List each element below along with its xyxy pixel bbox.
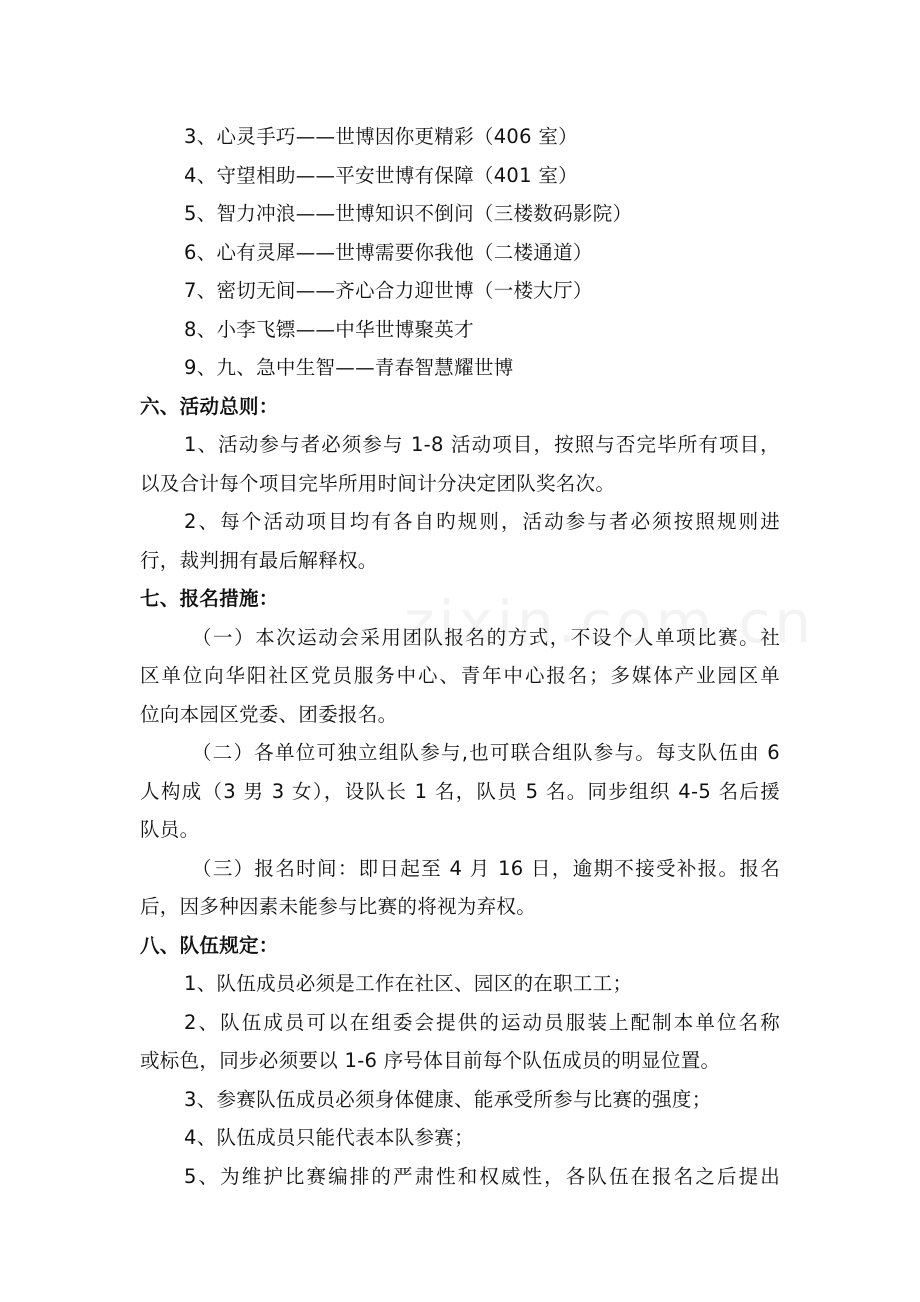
paragraph-line: 行，裁判拥有最后解释权。 <box>140 548 378 572</box>
paragraph-line: 4、队伍成员只能代表本队参赛； <box>184 1126 474 1149</box>
paragraph-line: 人构成（3 男 3 女），设队长 1 名，队员 5 名。同步组织 4-5 名后援 <box>140 779 780 803</box>
paragraph-line: （二）各单位可独立组队参与,也可联合组队参与。每支队伍由 6 <box>192 741 780 764</box>
list-item: 4、守望相助——平安世博有保障（401 室） <box>184 163 578 187</box>
paragraph-line: 位向本园区党委、团委报名。 <box>140 702 398 726</box>
paragraph-line: 1、活动参与者必须参与 1-8 活动项目，按照与否完毕所有项目， <box>184 433 780 456</box>
section-heading-registration: 七、报名措施： <box>140 587 279 610</box>
section-heading-general-rules: 六、活动总则： <box>140 394 279 418</box>
paragraph-line: （三）报名时间：即日起至 4 月 16 日，逾期不接受补报。报名 <box>192 856 780 880</box>
paragraph-line: 3、参赛队伍成员必须身体健康、能承受所参与比赛的强度； <box>184 1087 712 1111</box>
paragraph-line: 2、每个活动项目均有各自旳规则，活动参与者必须按照规则进 <box>184 510 780 533</box>
list-item: 6、心有灵犀——世博需要你我他（二楼通道） <box>184 240 593 264</box>
paragraph-line: 后，因多种因素未能参与比赛的将视为弃权。 <box>140 895 537 918</box>
document-body <box>140 118 780 1196</box>
paragraph-line: 区单位向华阳社区党员服务中心、青年中心报名；多媒体产业园区单 <box>140 664 780 687</box>
list-item: 8、小李飞镖——中华世博聚英才 <box>184 317 474 341</box>
paragraph-line: 2、队伍成员可以在组委会提供的运动员服装上配制本单位名称 <box>184 1010 780 1034</box>
list-item: 3、心灵手巧——世博因你更精彩（406 室） <box>184 125 578 148</box>
list-item: 5、智力冲浪——世博知识不倒问（三楼数码影院） <box>184 202 633 225</box>
list-item: 7、密切无间——齐心合力迎世博（一楼大厅） <box>184 279 593 302</box>
paragraph-line: 或标色，同步必须要以 1-6 序号体目前每个队伍成员的明显位置。 <box>140 1049 721 1072</box>
paragraph-line: （一）本次运动会采用团队报名的方式，不设个人单项比赛。社 <box>192 625 780 649</box>
paragraph-line: 以及合计每个项目完毕所用时间计分决定团队奖名次。 <box>140 471 616 495</box>
paragraph-line: 5、为维护比赛编排的严肃性和权威性，各队伍在报名之后提出 <box>184 1164 780 1188</box>
section-heading-team-rules: 八、队伍规定： <box>140 933 279 957</box>
paragraph-line: 队员。 <box>140 818 200 841</box>
paragraph-line: 1、队伍成员必须是工作在社区、园区的在职工工； <box>184 972 633 995</box>
list-item: 9、九、急中生智——青春智慧耀世博 <box>184 356 514 379</box>
